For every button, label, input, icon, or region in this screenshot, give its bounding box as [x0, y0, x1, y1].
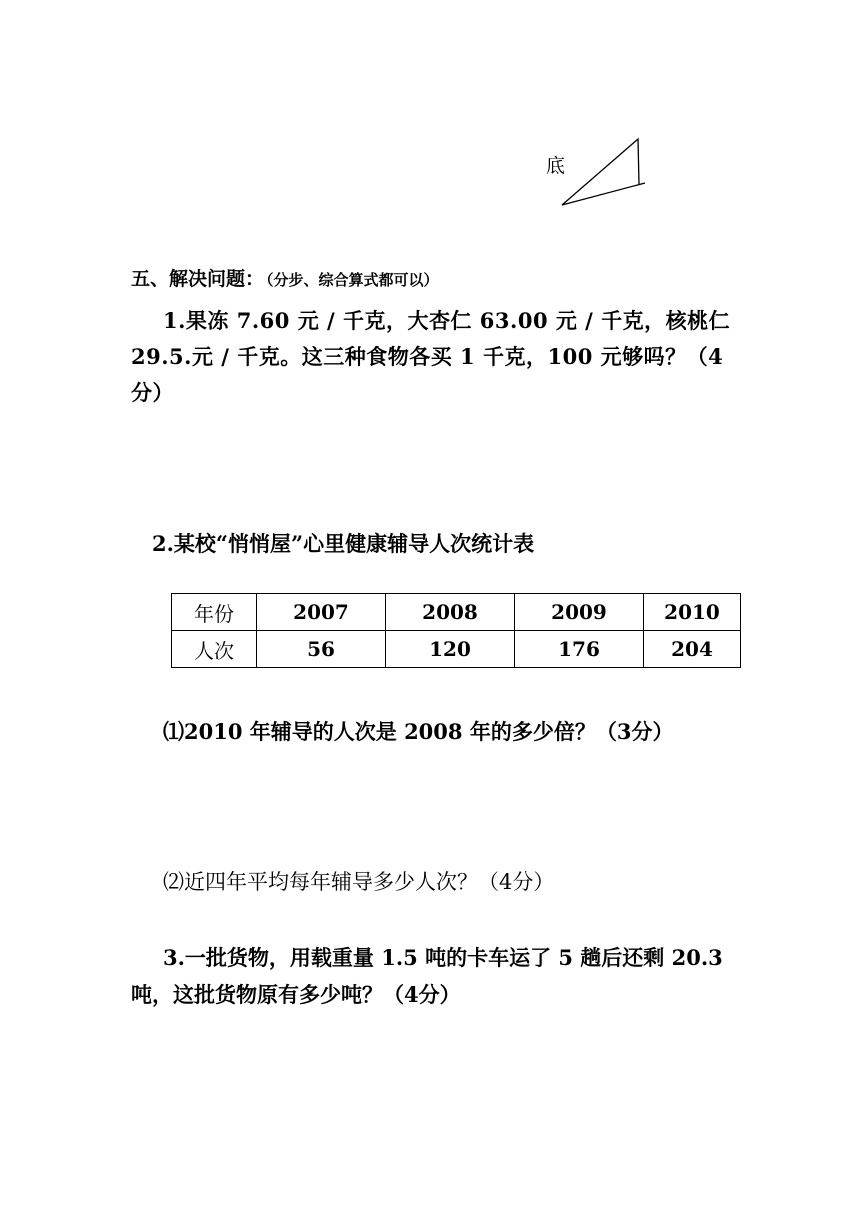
question-2-part-2: ⑵近四年平均每年辅导多少人次？（4分）	[163, 870, 555, 894]
question-2-title: 2.某校“悄悄屋”心里健康辅导人次统计表	[152, 531, 535, 556]
table-cell-count: 120	[386, 631, 515, 668]
section-heading-note: （分步、综合算式都可以）	[266, 271, 439, 289]
table-cell-year: 2009	[515, 594, 644, 631]
table-header-year: 年份	[172, 594, 257, 631]
question-3: 3.一批货物，用载重量 1.5 吨的卡车运了 5 趟后还剩 20.3 吨，这批货物原有多少吨？（4分）	[131, 945, 723, 1007]
table-header-count: 人次	[172, 631, 257, 668]
table-cell-count: 204	[644, 631, 741, 668]
question-2-part-1: ⑴2010 年辅导的人次是 2008 年的多少倍？（3分）	[163, 719, 674, 744]
table-cell-year: 2007	[257, 594, 386, 631]
table-cell-year: 2008	[386, 594, 515, 631]
right-triangle-figure	[556, 132, 648, 208]
statistics-table	[171, 593, 741, 668]
section-heading	[131, 264, 439, 291]
section-heading-text: 五、解决问题：	[131, 268, 265, 290]
table-cell-count: 176	[515, 631, 644, 668]
table-cell-year: 2010	[644, 594, 741, 631]
table-row-counts	[172, 631, 741, 668]
table-row-years	[172, 594, 741, 631]
triangle-base-label: 底	[546, 155, 566, 177]
question-1: 1.果冻 7.60 元 / 千克，大杏仁 63.00 元 / 千克，核桃仁 29.5.元 / 千克。这三种食物各买 1 千克，100 元够吗？（4分）	[131, 308, 731, 405]
table-cell-count: 56	[257, 631, 386, 668]
